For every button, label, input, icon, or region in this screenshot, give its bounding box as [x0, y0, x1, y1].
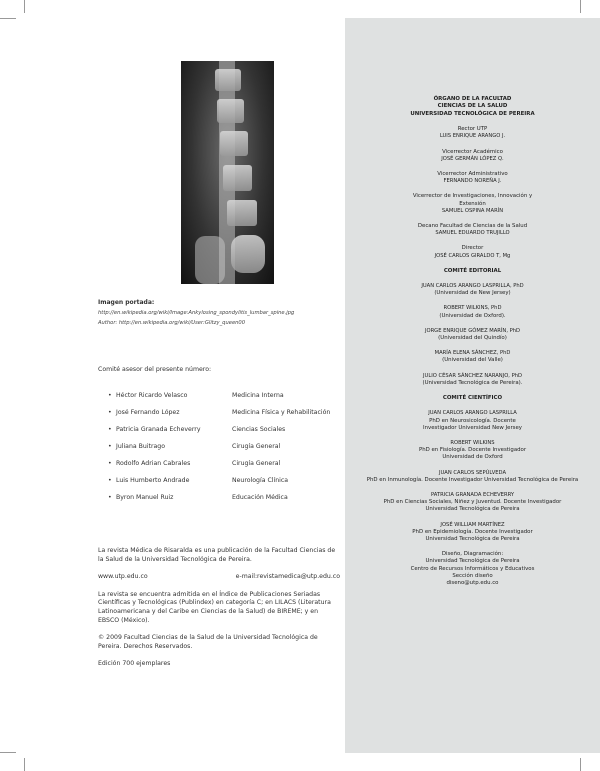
publication-info [98, 547, 340, 678]
authority-rector: Rector UTP LUIS ENRIQUE ARANGO J. [439, 126, 506, 140]
indexing-note: La revista se encuentra admitida en el Índice de Publicaciones Seriadas Científicas y Tecnológicas (Publindex) en categoría C; en LILACS (Literatura Latinoamericana y del Caribe en Ciencias de la Salud) de BIREME; y en EBSCO (México). [98, 590, 331, 624]
authority-dean: Decano Facultad de Ciencias de la Salud SAMUEL EDUARDO TRUJILLO [417, 223, 528, 237]
scientific-member: JOSÉ WILLIAM MARTÍNEZ PhD en Epidemiología. Docente Investigador Universidad Tecnológica de Pereira [412, 521, 533, 542]
journal-description: La revista Médica de Risaralda es una publicación de la Facultad Ciencias de la Salud de la Universidad Tecnológica de Pereira. [98, 547, 336, 563]
image-caption [98, 298, 294, 328]
crop-mark [580, 758, 581, 771]
editorial-member: MARÍA ELENA SÁNCHEZ, PhD (Universidad del Valle) [434, 350, 511, 364]
masthead [345, 96, 600, 595]
crop-mark [24, 0, 25, 13]
crop-mark [0, 18, 16, 19]
cover-xray-image [181, 61, 274, 284]
authority-academic: Vicerrector Académico JOSÉ GERMÁN LÓPEZ Q. [441, 148, 504, 162]
caption-url[interactable]: http://en.wikipedia.org/wiki/Image:Ankylosing_spondylitis_lumbar_spine.jpg [98, 310, 295, 316]
scientific-member: ROBERT WILKINS PhD en Fisiología. Docente Investigador Universidad de Oxford [418, 439, 527, 461]
website-link[interactable]: www.utp.edu.co [98, 573, 148, 581]
list-item: • Luis Humberto Andrade Neurología Clínica [108, 477, 289, 484]
list-item: • José Fernando López Medicina Física y Rehabilitación [108, 409, 331, 416]
list-item: • Byron Manuel Ruiz Educación Médica [108, 494, 288, 501]
editorial-member: JUAN CARLOS ARANGO LASPRILLA, PhD (Universidad de New Jersey) [421, 283, 524, 297]
scientific-committee-title: COMITÉ CIENTÍFICO [442, 395, 503, 402]
edition-note: Edición 700 ejemplares [98, 660, 171, 668]
editorial-member: JULIO CÉSAR SÁNCHEZ NARANJO, PhD (Universidad Tecnológica de Pereira). [422, 372, 523, 386]
authority-director: Director JOSÉ CARLOS GIRALDO T, Mg [434, 245, 511, 259]
editorial-member: JORGE ENRIQUE GÓMEZ MARÍN, PhD (Universidad del Quindío) [424, 327, 521, 342]
editorial-committee-title: COMITÉ EDITORIAL [443, 267, 502, 274]
advisory-committee-list [108, 387, 362, 506]
copyright-note: © 2009 Facultad Ciencias de la Salud de la Universidad Tecnológica de Pereira. Derechos Reservados. [98, 634, 318, 650]
caption-author[interactable]: Author: http://en.wikipedia.org/wiki/User:Glitzy_queen00 [98, 320, 246, 326]
email-link[interactable]: e-mail:revistamedica@utp.edu.co [235, 573, 340, 581]
scientific-member: JUAN CARLOS ARANGO LASPRILLA PhD en Neurosicología. Docente Investigador Universidad New Jersey [423, 410, 522, 431]
list-item: • Patricia Granada Echeverry Ciencias Sociales [108, 426, 286, 433]
crop-mark [580, 0, 581, 13]
list-item: • Juliana Buitrago Cirugía General [108, 443, 281, 450]
scientific-member: JUAN CARLOS SEPÚLVEDA PhD en Inmunología. Docente Investigador Universidad Tecnológica de Pereira [366, 469, 579, 483]
list-item: • Rodolfo Adrian Cabrales Cirugía General [108, 460, 281, 467]
authority-research: Vicerrector de Investigaciones, Innovación y Extensión SAMUEL OSPINA MARÍN [412, 193, 533, 214]
scientific-member: PATRICIA GRANADA ECHEVERRY PhD en Ciencias Sociales, Niñez y Juventud. Docente Investigador Universidad Tecnológica de Pereira [383, 491, 562, 513]
caption-label: Imagen portada: [98, 299, 155, 306]
authority-admin: Vicerrector Administrativo FERNANDO NOREÑA J. [437, 171, 508, 185]
design-email[interactable]: diseno@utp.edu.co [446, 579, 499, 586]
crop-mark [24, 758, 25, 771]
advisory-committee-title: Comité asesor del presente número: [98, 366, 212, 373]
editorial-member: ROBERT WILKINS, PhD (Universidad de Oxford). [439, 305, 506, 319]
faculty-organ: ÓRGANO DE LA FACULTAD CIENCIAS DE LA SALUD UNIVERSIDAD TECNOLÓGICA DE PEREIRA [410, 96, 535, 117]
crop-mark [0, 752, 16, 753]
design-credits: Diseño, Diagramación: Universidad Tecnológica de Pereira Centro de Recursos Informáticos y Educativos Sección diseño diseno@utp.edu.co [345, 551, 600, 587]
list-item: • Héctor Ricardo Velasco Medicina Interna [108, 392, 284, 399]
